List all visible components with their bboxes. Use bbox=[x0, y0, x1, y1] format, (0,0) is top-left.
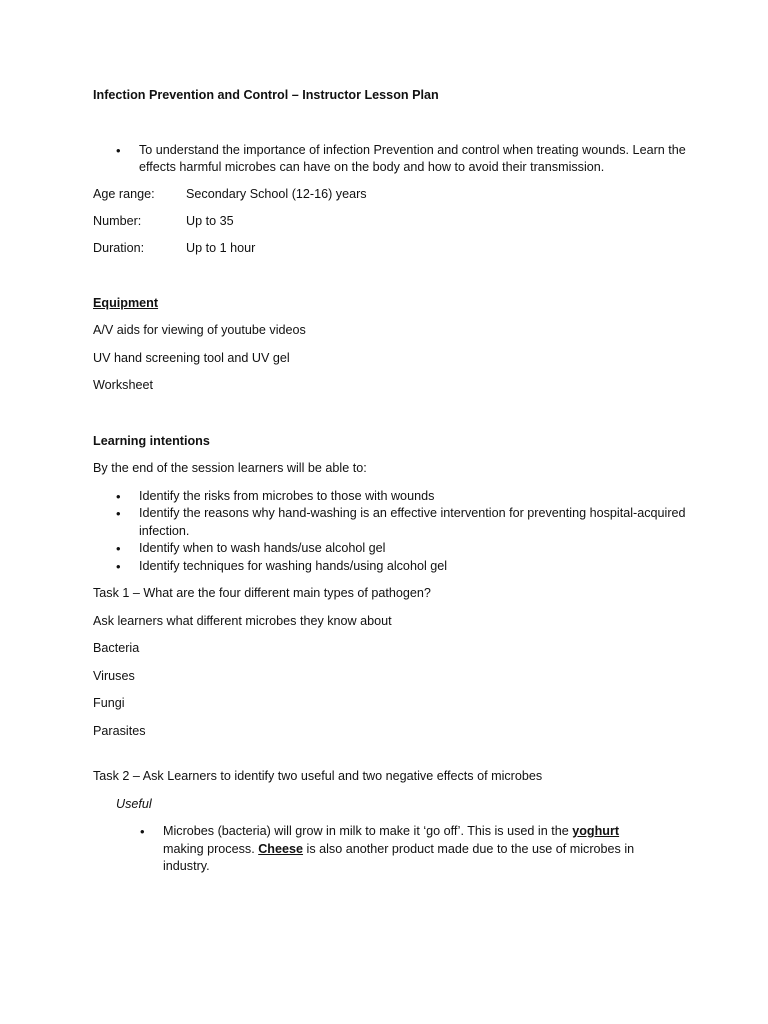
detail-value: Up to 1 hour bbox=[186, 240, 256, 255]
detail-label: Age range: bbox=[93, 186, 155, 201]
useful-label: Useful bbox=[116, 796, 152, 811]
equipment-item: UV hand screening tool and UV gel bbox=[93, 350, 290, 365]
learning-intentions-list bbox=[93, 488, 719, 576]
list-item: • Identify the risks from microbes to those with wounds bbox=[139, 488, 719, 506]
list-item: • To understand the importance of infection Prevention and control when treating wounds. Learn the effects harmful microbes can have on the body and how to avoid their transmission. bbox=[139, 142, 719, 177]
list-item: • Identify the reasons why hand-washing is an effective intervention for preventing hospital-acquired infection. bbox=[139, 505, 719, 540]
task1-prompt: Ask learners what different microbes they know about bbox=[93, 613, 392, 628]
spacer bbox=[93, 405, 768, 433]
detail-value: Up to 35 bbox=[186, 213, 234, 228]
task1-title: Task 1 – What are the four different main types of pathogen? bbox=[93, 586, 431, 600]
equipment-section bbox=[93, 295, 768, 395]
pathogen-item: Parasites bbox=[93, 723, 146, 738]
detail-value: Secondary School (12-16) years bbox=[186, 186, 367, 201]
useful-text-part: is also another product made due to the use of microbes in industry. bbox=[163, 841, 635, 873]
list-item: • Identify techniques for washing hands/using alcohol gel bbox=[139, 558, 719, 576]
task2-section bbox=[93, 768, 768, 876]
learning-intentions-heading: Learning intentions bbox=[93, 433, 210, 448]
detail-row-duration bbox=[93, 240, 768, 258]
learning-intentions-intro: By the end of the session learners will be able to: bbox=[93, 461, 367, 475]
pathogen-item: Bacteria bbox=[93, 641, 140, 655]
pathogen-item: Viruses bbox=[93, 668, 135, 683]
document-title: Infection Prevention and Control – Instructor Lesson Plan bbox=[93, 88, 439, 102]
detail-row-age-range bbox=[93, 186, 768, 204]
list-item bbox=[163, 823, 663, 876]
spacer bbox=[93, 267, 768, 295]
task2-title: Task 2 – Ask Learners to identify two useful and two negative effects of microbes bbox=[93, 769, 543, 783]
detail-row-number bbox=[93, 213, 768, 231]
objectives-list bbox=[93, 142, 719, 177]
useful-text-part: Microbes (bacteria) will grow in milk to make it ‘go off’. This is used in the bbox=[163, 824, 573, 838]
equipment-item: A/V aids for viewing of youtube videos bbox=[93, 323, 306, 337]
cheese-emphasis: Cheese bbox=[258, 841, 304, 856]
useful-text-part: making process. bbox=[163, 841, 259, 856]
yoghurt-emphasis: yoghurt bbox=[572, 824, 620, 838]
equipment-heading: Equipment bbox=[93, 295, 159, 310]
equipment-item: Worksheet bbox=[93, 378, 153, 392]
learning-intentions-section bbox=[93, 433, 768, 576]
list-item: • Identify when to wash hands/use alcohol gel bbox=[139, 540, 719, 558]
detail-label: Number: bbox=[93, 213, 142, 228]
detail-label: Duration: bbox=[93, 240, 145, 255]
useful-effects-list bbox=[93, 823, 663, 876]
lesson-details bbox=[93, 186, 768, 258]
task1-section bbox=[93, 585, 768, 740]
pathogen-item: Fungi bbox=[93, 696, 125, 710]
